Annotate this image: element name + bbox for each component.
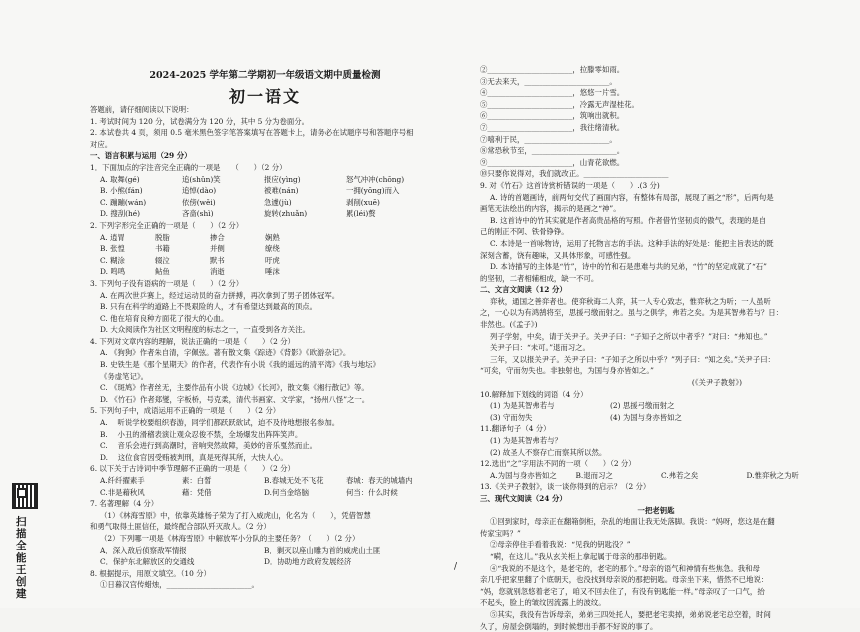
- question-9-stem: 9. 对《竹石》这首诗赏析错误的一项是（ ）.(3 分): [480, 180, 832, 192]
- poem-blank: ⑩只要你说得对，我们就改正。_______________________: [480, 168, 832, 180]
- poem-blank: ④_______________________，悠悠一片雪。: [480, 87, 832, 99]
- question-4-option: D. 《竹石》作者郑燮，字板桥，号克柔，清代书画家、文学家，“扬州八怪”之一。: [90, 394, 428, 406]
- question-4-option: C. 《斑鸠》作者丝无，主要作品有小说《边城》《长河》，散文集《湘行散记》等。: [90, 382, 428, 394]
- question-5-option: A. 听说学校要组织春游，同学们都跃跃欲试，迫不及待地想报名参加。: [90, 417, 428, 429]
- classical-text-line: 之，一心以为有鸿鹄将至，思援弓缴而射之。虽与之俱学，弗若之矣。为是其智弗若与？日：: [480, 307, 832, 319]
- question-2-option-a: A. 逍胃 脱脂 掺合 娴熟: [90, 232, 320, 244]
- question-3-option: B. 只有在科学的道路上不畏艰险的人，才有希望达到最高的顶点。: [90, 301, 428, 313]
- right-column: [480, 64, 832, 632]
- page-mark: /: [454, 562, 457, 572]
- question-2-option-c: C. 糊涂 辍泣 默书 吁虎: [90, 255, 320, 267]
- question-2-option-b: B. 张惶 书籍 并侧 缭绕: [90, 243, 320, 255]
- question-9-line: A. 诗的首题画诗，前两句交代了画面内容，有整体有局部，展现了画之“形”，后两句是: [480, 192, 832, 204]
- question-2-option-d: D. 鸣鸣 鲇鱼 消逝 唾沫: [90, 266, 320, 278]
- left-column: [90, 104, 428, 591]
- question-6-row: A.纤纤擢素手 素：白皙 B.春城无处不飞花 春城：春天的城墙内: [90, 475, 428, 487]
- question-1-option-b: B. 小熊(fán) 追悼(dào) 被难(nán) 一拥(yōng)而入: [90, 185, 428, 197]
- poem-blank: ⑥_______________________，筑响出就积。: [480, 110, 832, 122]
- question-6-stem: 6. 以下关于古诗词中季节理解不正确的一项是（ ）（2 分）: [90, 463, 428, 475]
- question-3-option: C. 他在培育良种方面花了很大的心血。: [90, 313, 428, 325]
- question-3-option: A. 在两次世乒赛上，经过运动员的奋力拼搏，再次拿到了男子团体冠军。: [90, 290, 428, 302]
- poem-blank: ⑧常恐秋节至，_______________________。: [480, 145, 832, 157]
- poem-blank: ⑦嘻利于民，_______________________。: [480, 134, 832, 146]
- question-2-stem: 2. 下列字形完全正确的一项是（ ）（2 分）: [90, 220, 428, 232]
- classical-text-line: 列子学射，中矣，请于关尹子。关尹子曰：“子知子之所以中者乎？”对曰：“弗知也。”: [480, 331, 832, 343]
- question-5-option: D. 这位食官因受贿被判刑，真是死得其所，大快人心。: [90, 452, 428, 464]
- question-12-stem: 12.选出“之”字用法不同的一项（ ）（2 分）: [480, 458, 832, 470]
- classical-text-line: 非然也。(《孟子》): [480, 319, 832, 331]
- instructions-line: 2. 本试卷共 4 页，须用 0.5 毫米黑色签字笔答案填写在答题卡上，请务必在试题序号和答题序号相: [90, 127, 428, 139]
- question-9-line: C. 本诗是一首咏物诗，运用了托物言志的手法。这种手法的好处是：能把主旨表达的既: [480, 238, 832, 250]
- instructions-line: 对应。: [90, 139, 428, 151]
- question-9-line: D. 本诗描写的主体是“竹”，诗中的竹和石是患难与共的兄弟，“竹”的坚定成就了“石”: [480, 261, 832, 273]
- question-11-line: (2) 故圣人不察存亡而察其所以然。: [480, 447, 832, 459]
- question-13-stem: 13.《关尹子教射》，谈一谈你得到的启示？（2 分）: [480, 481, 832, 493]
- story-line: 不起头，脸上的皱纹因流露上的波纹。: [480, 597, 832, 609]
- story-line: ①回到家时，母亲正在翻箱倒柜，杂乱的地面让我无处落脚。我说：“妈呀，您这是在翻: [480, 516, 832, 528]
- question-7-stem: 7. 名著理解（4 分）: [90, 498, 428, 510]
- story-line: 传家宝吗？”: [480, 528, 832, 540]
- classical-text-line: 三年，又以报关尹子。关尹子曰：“子知子之所以中乎？”列子曰：“知之矣。”关尹子曰：: [480, 354, 832, 366]
- story-line: “妈，您就别忽悠着老宅了，咱又不回去住了，有没有钥匙能一样。”母亲叹了一口气，抬: [480, 586, 832, 598]
- question-9-line: 画笔无法绘出的内容，揭示的是画之“神”。: [480, 203, 832, 215]
- question-8-blank: ①日暮汉宫传蜡烛，_______________________。: [90, 579, 428, 591]
- classical-text-line: “可矣，守而勿失也。非独射也，为国与身亦皆如之。”: [480, 365, 832, 377]
- question-11-line: (1) 为是其智弗若与？: [480, 435, 832, 447]
- story-line: ④“我说的不是这个，是老宅的，老宅的那个。”母亲的语气和神情有些焦急。我和母: [480, 563, 832, 575]
- question-5-option: B. 小丑的滑稽表演让观众忍俊不禁，全场爆发出阵阵笑声。: [90, 429, 428, 441]
- instructions-line: 答题前，请仔细阅读以下说明：: [90, 104, 428, 116]
- poem-blank: ②_______________________，拉滕零如雨。: [480, 64, 832, 76]
- question-6-row: C.非是藉秋风 藉：凭借 D.何当金络脑 何当：什么时候: [90, 487, 428, 499]
- question-10-row: (1) 为是其智弗若与 (2) 思援弓缴而射之: [480, 400, 730, 412]
- question-7-line: （1）《林海雪原》中，依靠英雄杨子荣为了打入威虎山，化名为（ ），凭借智慧: [90, 510, 428, 522]
- story-line: “嗬，在这儿。”我从玄关柜上拿起属于母亲的那串钥匙。: [480, 551, 832, 563]
- section-3-title: 三、现代文阅读（24 分）: [480, 493, 832, 505]
- question-4-option: A. 《狗狗》作者朱自清，字佩弦。著有散文集《踪迹》《背影》《欧游杂记》。: [90, 347, 428, 359]
- question-7-options: A．深入敌后侦察敌军情报 B．剿灭以座山雕为首的威虎山土匪: [90, 545, 428, 557]
- question-9-line: 的坚韧，二者相辅相成，缺一不可。: [480, 273, 832, 285]
- question-1-option-d: D. 搜刮(hé) 吝啬(shì) 旋转(zhuǎn) 累(léi)赘: [90, 208, 428, 220]
- scanner-watermark: 扫描全能王 创建: [16, 516, 30, 600]
- question-9-line: 己的刚正不阿、铁骨铮铮。: [480, 226, 832, 238]
- question-10-row: (3) 守而勿失 (4) 为国与身亦皆如之: [480, 412, 730, 424]
- section-1-title: 一、语言积累与运用（29 分）: [90, 150, 428, 162]
- subject-title: 初一语文: [110, 84, 420, 107]
- question-1-stem: 1．下面加点的字注音完全正确的一项是 （ ）（2 分）: [90, 162, 428, 174]
- classical-source: (《关尹子教射》): [480, 377, 832, 389]
- story-title: 一把老钥匙: [480, 505, 832, 517]
- poem-blank: ⑤_______________________，冷露无声湿桂花。: [480, 99, 832, 111]
- question-9-line: B. 这首诗中的竹其实就是作者高贵品格的写照。作者借竹坚韧贞的傲气，表现的是自: [480, 215, 832, 227]
- story-line: 久了，房屋会倒塌的，到时候想出手都不好说的事了。: [480, 621, 832, 632]
- question-5-stem: 5. 下列句子中，成语运用不正确的一项是（ ）（2 分）: [90, 405, 428, 417]
- question-4-stem: 4. 下列对文章内容的理解，说法正确的一项是（ ）（2 分）: [90, 336, 428, 348]
- question-4-option: 《务虚笔记》。: [90, 371, 428, 383]
- exam-line: 2024-2025 学年第二学期初一年级语文期中质量检测: [110, 67, 420, 81]
- question-3-stem: 3. 下列句子没有语病的一项是（ ）（2 分）: [90, 278, 428, 290]
- question-12-options: A.为国与身亦皆如之 B.退而习之 C.弗若之矣 D.惟弈秋之为听: [480, 470, 832, 482]
- story-line: ⑤其实，我没有告诉母亲，弟弟三四处托人，要把老宅卖掉，弟弟说老宅总空着，时间: [480, 609, 832, 621]
- classical-text-line: 关尹子曰：“未可。”退而习之。: [480, 342, 832, 354]
- question-9-line: 深刻含蓄，饶有趣味，又具体形象，可感性强。: [480, 250, 832, 262]
- section-2-title: 二、文言文阅读（12 分）: [480, 284, 832, 296]
- qr-code-icon: [12, 483, 38, 509]
- story-line: 亲几乎把家里翻了个底朝天，也没找到母亲说的那把钥匙。母亲坐下来，惜然不已地说：: [480, 574, 832, 586]
- poem-blank: ⑨_______________________，山青花欲燃。: [480, 157, 832, 169]
- poem-blank: ③无去来天，_______________________。: [480, 76, 832, 88]
- question-1-option-a: A. 取舞(gé) 追(shǔn)笑 报应(yìng) 怒气冲冲(chōng): [90, 174, 428, 186]
- question-7-line: （2）下列哪一项是《林海雪原》中解放军小分队的主要任务？（ ）（2 分）: [90, 533, 428, 545]
- question-5-option: C. 音乐会进行到高潮时，音响突然故障，美妙的音乐戛然而止。: [90, 440, 428, 452]
- question-1-option-c: C. 蹦蹦(wán) 依傍(wěi) 急遽(jù) 剥削(xuē): [90, 197, 428, 209]
- question-8-stem: 8. 根据提示，用原文填空。（10 分）: [90, 568, 428, 580]
- question-7-line: 和勇气取得土匪信任，最终配合部队歼灭敌人。（2 分）: [90, 521, 428, 533]
- question-3-option: D. 大众阅读作为社区文明程度的标志之一，一直受到各方关注。: [90, 324, 428, 336]
- question-11-stem: 11.翻译句子（4 分）: [480, 423, 832, 435]
- question-7-options: C．保护东北解放区的交通线 D．协助地方政府发展经济: [90, 556, 428, 568]
- question-4-option: B. 史铁生是《那个星期天》的作者，代表作有小说《我的遥远的清平湾》《我与地坛》: [90, 359, 428, 371]
- story-line: ②母亲停住手看着我说：“见我的钥匙没？”: [480, 539, 832, 551]
- classical-text-line: 弈秋，通国之善弈者也。使弈秋诲二人弈，其一人专心致志，惟弈秋之为听；一人虽听: [480, 296, 832, 308]
- instructions-line: 1. 考试时间为 120 分，试卷满分为 120 分，其中 5 分为卷面分。: [90, 116, 428, 128]
- question-10-stem: 10.解释加下划线的词语（4 分）: [480, 389, 832, 401]
- poem-blank: ⑦_______________________，我往绪清秋。: [480, 122, 832, 134]
